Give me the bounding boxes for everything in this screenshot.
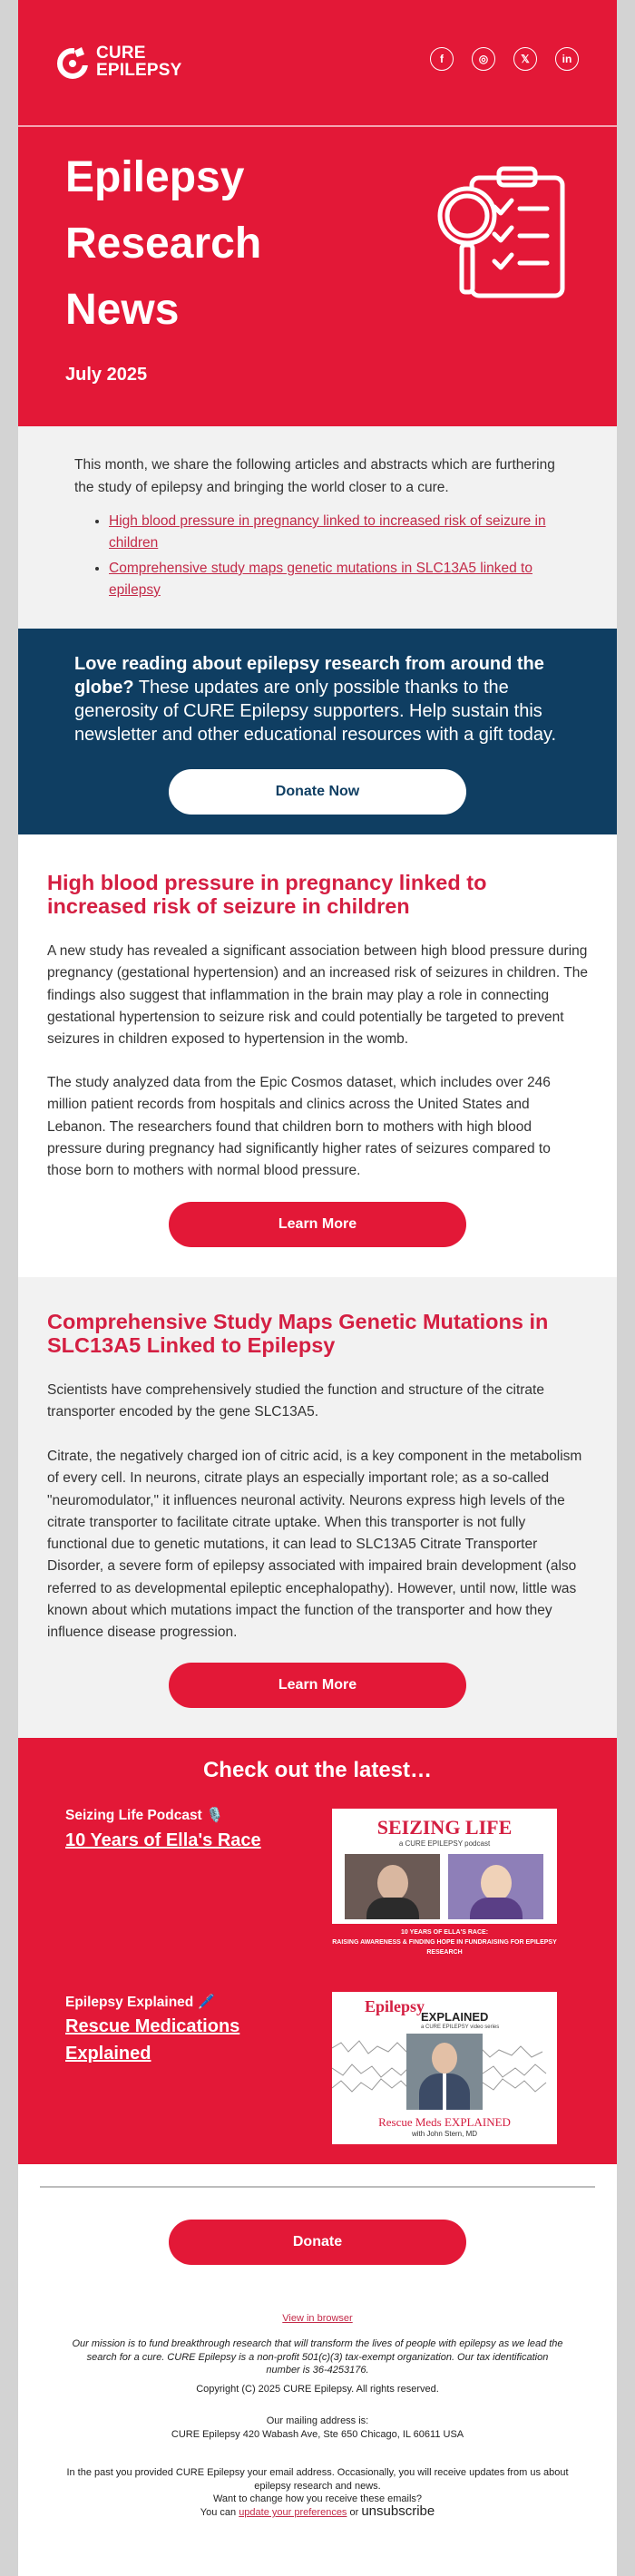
article-link-list (93, 511, 572, 605)
thumb-title-2: EXPLAINED (421, 2010, 489, 2024)
article-2 (18, 1277, 617, 1738)
thumb-caption-2: RAISING AWARENESS & FINDING HOPE IN FUNDRAISING FOR EPILEPSY RESEARCH (332, 1939, 557, 1956)
facebook-icon[interactable]: f (430, 47, 454, 71)
podcast-thumbnail[interactable] (332, 1809, 557, 1961)
footer (18, 2164, 617, 2576)
intro-text: This month, we share the following articles and abstracts which are furthering the study of epilepsy and bringing the world closer to a cure. (74, 457, 555, 495)
thumb-subtitle: a CURE EPILEPSY video series (421, 2025, 500, 2030)
article-2-learn-more-button[interactable]: Learn More (169, 1663, 466, 1708)
intro-section (18, 426, 617, 629)
clipboard-magnifier-icon (431, 161, 576, 307)
header (18, 0, 617, 426)
thumb-caption-1: Rescue Meds EXPLAINED (378, 2115, 511, 2129)
thumb-title-1: Epilepsy (365, 1997, 425, 2015)
guest-photo-left (345, 1854, 440, 1919)
donate-now-button[interactable]: Donate Now (169, 769, 466, 815)
article-2-paragraph-1: Scientists have comprehensively studied the function and structure of the citrate transporter encoded by the gene SLC13A5. (47, 1382, 544, 1420)
intro-link-1[interactable]: High blood pressure in pregnancy linked to increased risk of seizure in children (109, 513, 546, 551)
preferences-or: or (347, 2507, 362, 2518)
video-episode-link[interactable]: Rescue Medications Explained (65, 2016, 240, 2064)
presenter-photo (406, 2034, 483, 2110)
x-icon[interactable]: 𝕏 (513, 47, 537, 71)
social-links (430, 47, 579, 71)
email-container (18, 0, 617, 2576)
page-title-line-3: News (65, 286, 180, 334)
list-item (109, 558, 572, 601)
list-item (109, 511, 572, 554)
instagram-icon[interactable]: ◎ (472, 47, 495, 71)
copyright-text: Copyright (C) 2025 CURE Epilepsy. All rights reserved. (196, 2384, 439, 2395)
donate-appeal (18, 629, 617, 834)
thumb-caption-1: 10 YEARS OF ELLA'S RACE: (400, 1929, 489, 1936)
update-preferences-link[interactable]: update your preferences (239, 2507, 347, 2518)
unsubscribe-link[interactable]: unsubscribe (361, 2503, 435, 2519)
donate-appeal-text (74, 652, 564, 746)
page-title-line-2: Research (65, 220, 262, 268)
thumb-title: SEIZING LIFE (376, 1816, 513, 1839)
latest-section (18, 1738, 617, 2164)
footer-donate-button[interactable]: Donate (169, 2220, 466, 2265)
article-1-paragraph-2: The study analyzed data from the Epic Cosmos dataset, which includes over 246 million patient records from hospitals and clinics across the United States and Lebanon. The researchers found that children born to mothers with high blood pressure during pregnancy had significantly higher rates of seizures compared to those born to mothers with normal blood pressure. (47, 1075, 551, 1179)
mailing-address: CURE Epilepsy 420 Wabash Ave, Ste 650 Chicago, IL 60611 USA (171, 2429, 464, 2440)
podcast-label: Seizing Life Podcast 🎙️ (65, 1808, 224, 1823)
logo[interactable] (56, 44, 182, 80)
subscription-reason: In the past you provided CURE Epilepsy your email address. Occasionally, you will receive updates from us about epilepsy research and news. (66, 2467, 569, 2492)
logo-line-2: EPILEPSY (96, 61, 182, 80)
latest-heading: Check out the latest… (202, 1758, 433, 1782)
mailing-label: Our mailing address is: (266, 2415, 369, 2426)
issue-date: July 2025 (65, 365, 148, 385)
article-1-title: High blood pressure in pregnancy linked to increased risk of seizure in children (47, 871, 487, 918)
footer-divider (40, 2186, 595, 2188)
thumb-caption (332, 1924, 557, 1961)
view-in-browser-link[interactable]: View in browser (282, 2313, 353, 2324)
article-1-learn-more-button[interactable]: Learn More (169, 1202, 466, 1247)
article-2-title: Comprehensive Study Maps Genetic Mutations in SLC13A5 Linked to Epilepsy (47, 1310, 549, 1357)
intro-link-2[interactable]: Comprehensive study maps genetic mutations in SLC13A5 linked to epilepsy (109, 561, 532, 598)
change-prompt: Want to change how you receive these emails? (212, 2493, 423, 2504)
video-thumbnail[interactable] (332, 1992, 557, 2144)
preferences-prefix: You can (200, 2507, 239, 2518)
video-series-label: Epilepsy Explained 🖊️ (65, 1995, 215, 2010)
donate-appeal-body: These updates are only possible thanks to the generosity of CURE Epilepsy supporters. Help sustain this newsletter and other educational resources with a gift today. (74, 678, 557, 745)
article-1 (18, 834, 617, 1277)
podcast-episode-link[interactable]: 10 Years of Ella's Race (65, 1830, 261, 1850)
thumb-caption-2: with John Stern, MD (411, 2130, 478, 2138)
page-title-line-1: Epilepsy (65, 153, 245, 201)
mission-text: Our mission is to fund breakthrough research that will transform the lives of people with epilepsy as we lead the search for a cure. CURE Epilepsy is a non-profit 501(c)(3) tax-exempt organization. Our tax identification number is 36-4253176. (72, 2338, 563, 2376)
header-divider (18, 125, 617, 127)
article-1-paragraph-1: A new study has revealed a significant association between high blood pressure during pregnancy (gestational hypertension) and an increased risk of seizures in children. The findings also suggest that inflammation in the brain may play a role in connecting gestational hypertension to seizure risk and could potentially be targeted to prevent seizures in children exposed to hypertension in the womb. (47, 943, 588, 1048)
logo-line-1: CURE (96, 44, 146, 63)
thumb-subtitle: a CURE EPILEPSY podcast (398, 1839, 491, 1848)
linkedin-icon[interactable]: in (555, 47, 579, 71)
preferences-line (54, 2505, 581, 2520)
cure-epilepsy-logo-icon (56, 44, 93, 80)
donate-appeal-bold: Love reading about epilepsy research from around the globe? (74, 654, 544, 698)
article-2-paragraph-2: Citrate, the negatively charged ion of citric acid, is a key component in the metabolism of every cell. In neurons, citrate plays an especially important role; as a so-called "neuromodulator," it influences neuronal activity. Neurons express high levels of the citrate transporter to facilitate citrate uptake. When this transporter is not fully functional due to genetic mutations, it can lead to SLC13A5 Citrate Transporter Disorder, a severe form of epilepsy associated with impaired brain development (also referred to as developmental epileptic encephalopathy). However, until now, little was known about which mutations impact the function of the transporter and how they influence disease progression. (47, 1449, 582, 1641)
guest-photo-right (448, 1854, 543, 1919)
